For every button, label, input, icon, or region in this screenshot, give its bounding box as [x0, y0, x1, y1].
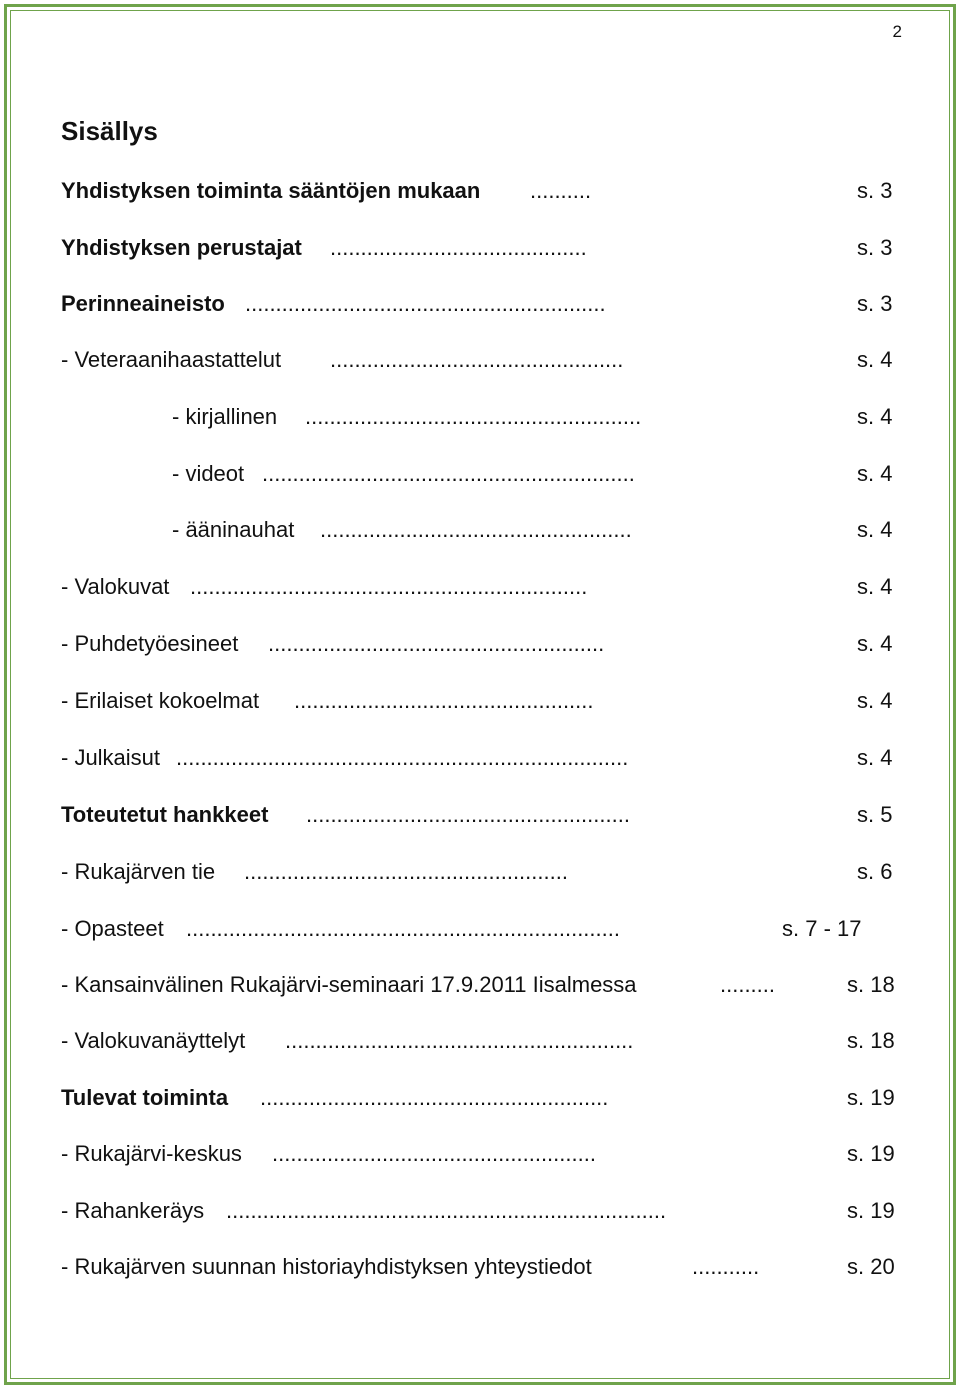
- toc-entry: [0, 684, 960, 718]
- toc-entry: [0, 570, 960, 604]
- toc-entry-label: - videot: [172, 461, 245, 486]
- toc-entry: [0, 343, 960, 377]
- toc-entry-label: - Rukajärvi-keskus: [61, 1141, 242, 1166]
- toc-entry: [0, 231, 960, 265]
- page-number: 2: [892, 22, 902, 41]
- toc-entry-label: - Erilaiset kokoelmat: [61, 688, 260, 713]
- toc-entry: [0, 1137, 960, 1171]
- toc-entry: [0, 513, 960, 547]
- toc-entry-label: - Julkaisut: [61, 745, 161, 770]
- toc-entry-leader: .................................................: [294, 688, 594, 713]
- toc-entry-label: - Rukajärven tie: [61, 859, 216, 884]
- toc-entry-page: s. 5: [857, 802, 893, 827]
- toc-entry-leader: ...................................................: [320, 517, 632, 542]
- toc-entry-leader: ........................................................................: [226, 1198, 667, 1223]
- toc-entry-label: - Valokuvanäyttelyt: [61, 1028, 246, 1053]
- toc-entry: [0, 627, 960, 661]
- toc-entry-leader: .............................................................: [262, 461, 635, 486]
- toc-entry-leader: .........: [720, 972, 776, 997]
- toc-entry-leader: ...........: [692, 1254, 760, 1279]
- toc-entry-leader: ................................................: [330, 347, 624, 372]
- toc-entry-page: s. 4: [857, 461, 893, 486]
- toc-title: Sisällys: [61, 116, 158, 146]
- toc-entry-label: - kirjallinen: [172, 404, 278, 429]
- toc-entry-page: s. 4: [857, 517, 893, 542]
- toc-entry-label: Perinneaineisto: [61, 291, 225, 316]
- toc-entry-leader: .........................................................: [260, 1085, 609, 1110]
- toc-entry-leader: .....................................................: [272, 1141, 596, 1166]
- toc-entry-page: s. 7 - 17: [782, 916, 862, 941]
- toc-entry-page: s. 18: [847, 972, 895, 997]
- toc-entry: [0, 1194, 960, 1228]
- toc-entry-leader: .................................................................: [190, 574, 588, 599]
- toc-entry-label: - Valokuvat: [61, 574, 170, 599]
- toc-entry-label: - Kansainvälinen Rukajärvi-seminaari 17.9.2011 Iisalmessa: [61, 972, 637, 997]
- toc-entry: [0, 741, 960, 775]
- toc-entry-page: s. 18: [847, 1028, 895, 1053]
- toc-entry-page: s. 3: [857, 291, 893, 316]
- toc-entry-page: s. 4: [857, 688, 893, 713]
- toc-entry-label: - Rukajärven suunnan historiayhdistyksen yhteystiedot: [61, 1254, 592, 1279]
- toc-entry-page: s. 19: [847, 1198, 895, 1223]
- toc-entry: [0, 400, 960, 434]
- toc-entry: [0, 912, 960, 946]
- toc-entry-page: s. 3: [857, 178, 893, 203]
- toc-entry-leader: .........................................................: [285, 1028, 634, 1053]
- toc-entry-page: s. 3: [857, 235, 893, 260]
- toc-entry-page: s. 20: [847, 1254, 895, 1279]
- toc-entry: [0, 1081, 960, 1115]
- toc-entry-leader: ..........: [530, 178, 592, 203]
- toc-entry-label: Yhdistyksen toiminta sääntöjen mukaan: [61, 178, 481, 203]
- toc-entry: [0, 855, 960, 889]
- toc-entry-leader: .....................................................: [306, 802, 630, 827]
- toc-entry-leader: ..........................................: [330, 235, 587, 260]
- toc-entry: [0, 1250, 960, 1284]
- toc-entry-leader: .....................................................: [244, 859, 568, 884]
- toc-entry-label: Toteutetut hankkeet: [61, 802, 269, 827]
- toc-entry: [0, 457, 960, 491]
- toc-entry-page: s. 4: [857, 574, 893, 599]
- toc-entry-label: - Puhdetyöesineet: [61, 631, 239, 656]
- toc-entry-label: Yhdistyksen perustajat: [61, 235, 302, 260]
- toc-entry: [0, 798, 960, 832]
- toc-entry-page: s. 19: [847, 1141, 895, 1166]
- toc-entry-leader: .......................................................: [268, 631, 605, 656]
- toc-entry-label: - ääninauhat: [172, 517, 295, 542]
- toc-entry-label: - Opasteet: [61, 916, 164, 941]
- toc-entry: [0, 174, 960, 208]
- toc-entry-page: s. 4: [857, 347, 893, 372]
- toc-entry-page: s. 4: [857, 745, 893, 770]
- toc-entry-label: - Rahankeräys: [61, 1198, 205, 1223]
- toc-entry-leader: ...........................................................: [245, 291, 606, 316]
- toc-entry-leader: ..........................................................................: [176, 745, 629, 770]
- toc-entry-page: s. 6: [857, 859, 893, 884]
- toc-entry: [0, 968, 960, 1002]
- toc-entry-leader: .......................................................................: [186, 916, 620, 941]
- toc-entry-leader: .......................................................: [305, 404, 642, 429]
- toc-entry-label: - Veteraanihaastattelut: [61, 347, 282, 372]
- toc-entry-page: s. 4: [857, 404, 893, 429]
- toc-entry-page: s. 4: [857, 631, 893, 656]
- toc-entry: [0, 1024, 960, 1058]
- toc-entry-label: Tulevat toiminta: [61, 1085, 229, 1110]
- toc-entry: [0, 287, 960, 321]
- toc-entry-page: s. 19: [847, 1085, 895, 1110]
